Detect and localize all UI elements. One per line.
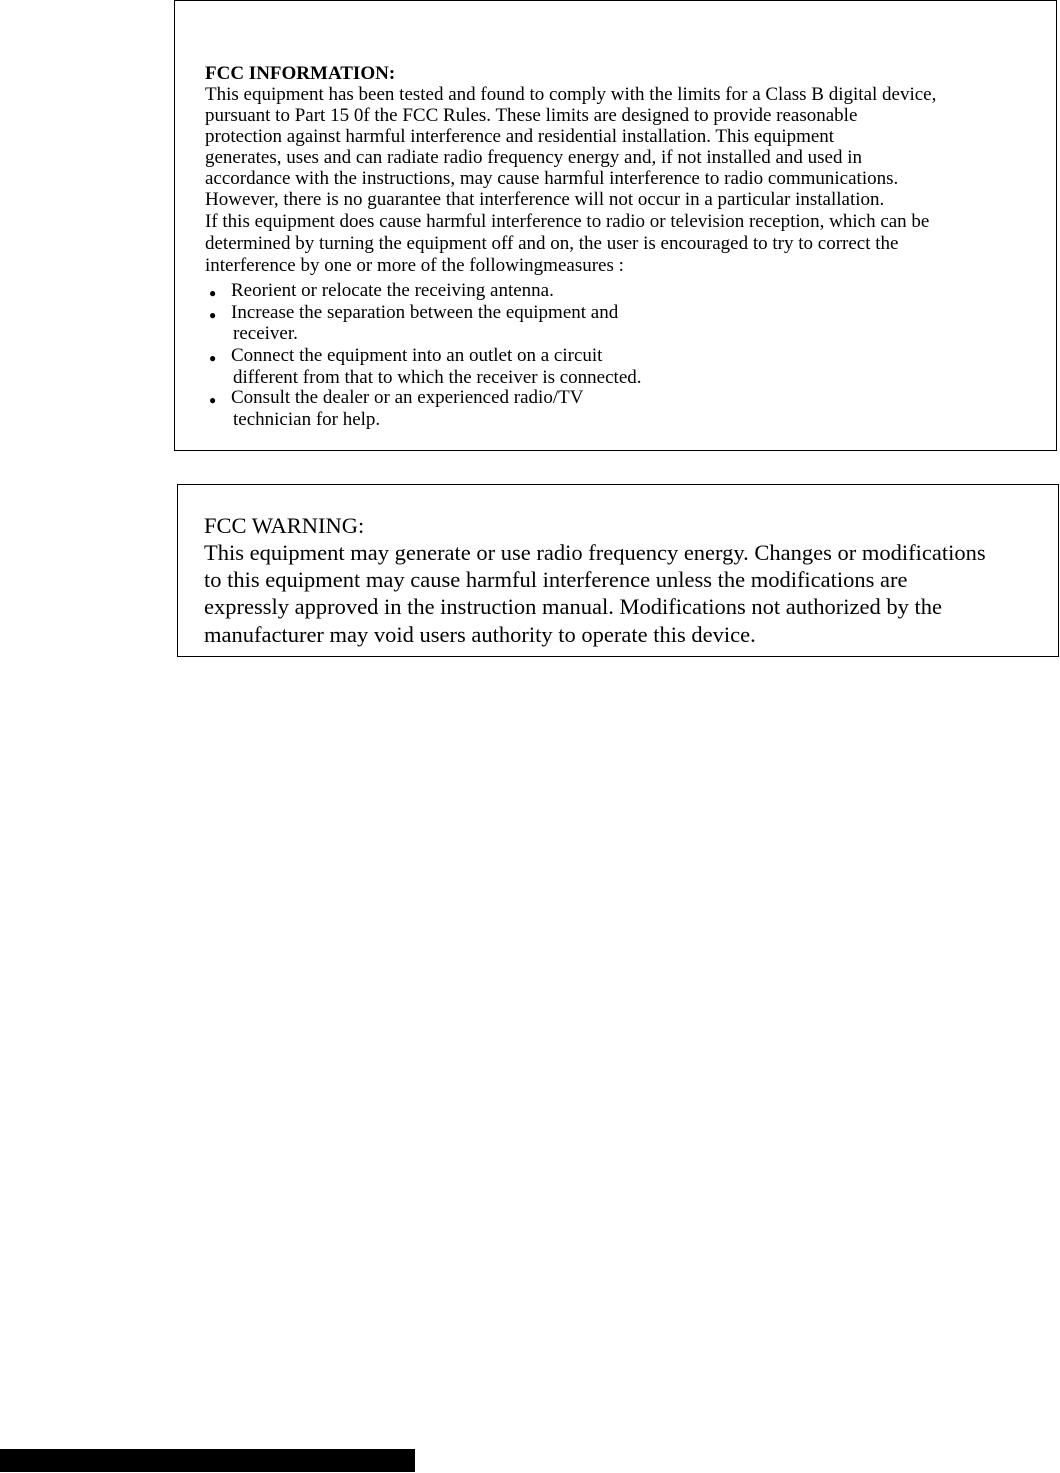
measure-item: Increase the separation between the equipment and [231,302,619,323]
bullet-icon: ● [209,308,217,322]
fcc-information-line: However, there is no guarantee that interference will not occur in a particular installation. [205,189,885,210]
fcc-information-line: This equipment has been tested and found to comply with the limits for a Class B digital device, [205,84,937,105]
fcc-information-title: FCC INFORMATION: [205,63,396,84]
fcc-information-line: accordance with the instructions, may cause harmful interference to radio communications. [205,168,899,189]
fcc-information-line: protection against harmful interference and residential installation. This equipment [205,126,835,147]
measure-item: Consult the dealer or an experienced radio/TV [231,387,584,408]
fcc-information-box [174,0,1057,451]
bullet-icon: ● [209,351,217,365]
measure-item-continuation: technician for help. [233,409,381,430]
fcc-warning-box [177,484,1059,657]
measure-item: Connect the equipment into an outlet on a circuit [231,345,603,366]
measure-item-continuation: different from that to which the receiver is connected. [233,367,642,388]
measure-item-continuation: receiver. [233,323,298,344]
fcc-information-line: interference by one or more of the followingmeasures : [205,255,624,276]
fcc-warning-line: manufacturer may void users authority to operate this device. [204,622,756,647]
fcc-warning-line: This equipment may generate or use radio frequency energy. Changes or modifications [204,540,986,565]
bullet-icon: ● [209,286,217,300]
fcc-information-line: generates, uses and can radiate radio frequency energy and, if not installed and used in [205,147,863,168]
fcc-information-line: determined by turning the equipment off and on, the user is encouraged to try to correct the [205,233,899,254]
fcc-warning-line: expressly approved in the instruction manual. Modifications not authorized by the [204,594,942,619]
footer-black-bar [0,1449,415,1472]
measure-item: Reorient or relocate the receiving antenna. [231,280,554,301]
fcc-information-line: If this equipment does cause harmful interference to radio or television reception, which can be [205,211,930,232]
fcc-warning-line: to this equipment may cause harmful interference unless the modifications are [204,567,908,592]
fcc-information-line: pursuant to Part 15 0f the FCC Rules. These limits are designed to provide reasonable [205,105,858,126]
bullet-icon: ● [209,393,217,407]
fcc-warning-title: FCC WARNING: [204,513,365,538]
